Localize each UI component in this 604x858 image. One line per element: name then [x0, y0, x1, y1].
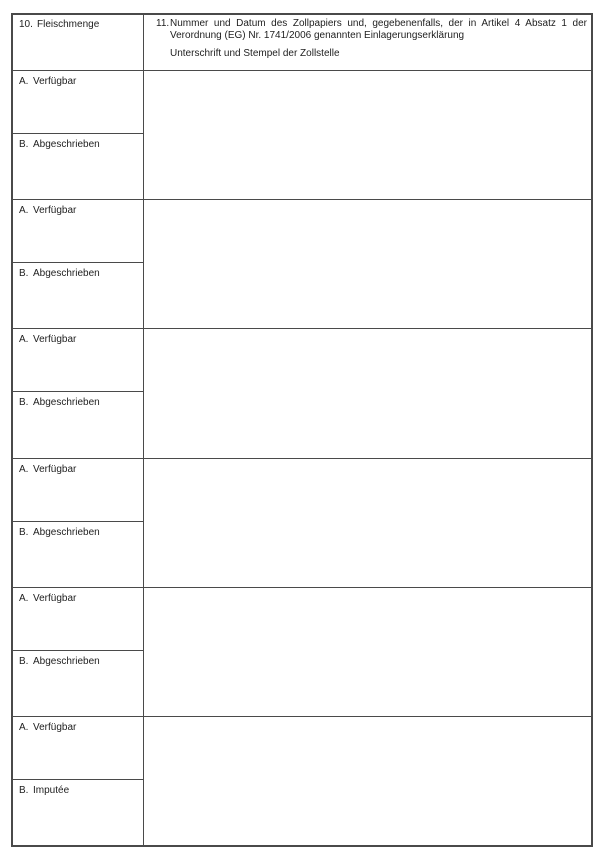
block-4-left-column — [13, 459, 144, 587]
table-block-6 — [13, 716, 591, 845]
form-table — [11, 13, 593, 847]
table-block-3 — [13, 328, 591, 457]
item11-text — [170, 18, 587, 60]
entry-cell-2 — [144, 200, 591, 328]
block-6-left-column — [13, 717, 144, 845]
row-label-abgeschrieben-4 — [13, 522, 143, 587]
item11 — [144, 15, 591, 60]
row-letter-b: B. — [19, 526, 29, 538]
row-label-abgeschrieben-5 — [13, 651, 143, 716]
block-5-left-column — [13, 588, 144, 716]
row-label-abgeschrieben-1 — [13, 134, 143, 199]
row-label-verfuegbar-6 — [13, 717, 143, 780]
block-2-left-column — [13, 200, 144, 328]
item11-line1: Nummer und Datum des Zollpapiers und, gegebenenfalls, der in Artikel 4 Absatz 1 der — [170, 18, 587, 29]
row-label-verfuegbar-5 — [13, 588, 143, 651]
entry-cell-5 — [144, 588, 591, 716]
header-cell-zollpapier — [144, 15, 591, 70]
row-letter-b: B. — [19, 397, 29, 409]
block-3-left-column — [13, 329, 144, 457]
row-label-text: Abgeschrieben — [33, 655, 100, 667]
row-label-text: Verfügbar — [33, 592, 77, 604]
row-letter-a: A. — [19, 721, 29, 733]
row-letter-a: A. — [19, 76, 29, 87]
row-label-imputee-6 — [13, 780, 143, 845]
field-label-fleischmenge: Fleischmenge — [37, 19, 100, 30]
row-label-text: Abgeschrieben — [33, 397, 100, 409]
row-label-verfuegbar-3 — [13, 329, 143, 392]
row-label-text: Abgeschrieben — [33, 268, 100, 280]
row-label-text: Verfügbar — [33, 463, 77, 475]
row-letter-a: A. — [19, 592, 29, 604]
row-label-verfuegbar-1 — [13, 71, 143, 134]
entry-cell-6 — [144, 717, 591, 845]
item11-unterschrift: Unterschrift und Stempel der Zollstelle — [170, 48, 340, 60]
entry-cell-1 — [144, 71, 591, 199]
row-label-text: Imputée — [33, 784, 70, 796]
table-block-4 — [13, 458, 591, 587]
row-label-verfuegbar-2 — [13, 200, 143, 263]
table-block-5 — [13, 587, 591, 716]
row-label-text: Verfügbar — [33, 76, 77, 87]
entry-cell-3 — [144, 329, 591, 457]
row-label-abgeschrieben-3 — [13, 392, 143, 457]
row-letter-a: A. — [19, 205, 29, 217]
row-letter-b: B. — [19, 784, 29, 796]
row-label-text: Abgeschrieben — [33, 139, 100, 150]
row-letter-a: A. — [19, 334, 29, 346]
field-number-10: 10. — [19, 19, 33, 30]
item11-line2: Verordnung (EG) Nr. 1741/2006 genannten Einlagerungserklärung — [170, 29, 465, 41]
row-label-verfuegbar-4 — [13, 459, 143, 522]
header-row — [13, 15, 591, 70]
row-letter-b: B. — [19, 268, 29, 280]
row-label-text: Abgeschrieben — [33, 526, 100, 538]
row-label-text: Verfügbar — [33, 334, 77, 346]
field-number-11: 11. — [156, 18, 170, 29]
block-1-left-column — [13, 71, 144, 199]
entry-cell-4 — [144, 459, 591, 587]
table-block-2 — [13, 199, 591, 328]
header-cell-fleischmenge — [13, 15, 144, 70]
row-label-text: Verfügbar — [33, 205, 77, 217]
row-label-abgeschrieben-2 — [13, 263, 143, 328]
table-block-1 — [13, 70, 591, 199]
row-label-text: Verfügbar — [33, 721, 77, 733]
header-fleischmenge-label — [13, 15, 143, 31]
row-letter-b: B. — [19, 655, 29, 667]
row-letter-a: A. — [19, 463, 29, 475]
row-letter-b: B. — [19, 139, 29, 150]
